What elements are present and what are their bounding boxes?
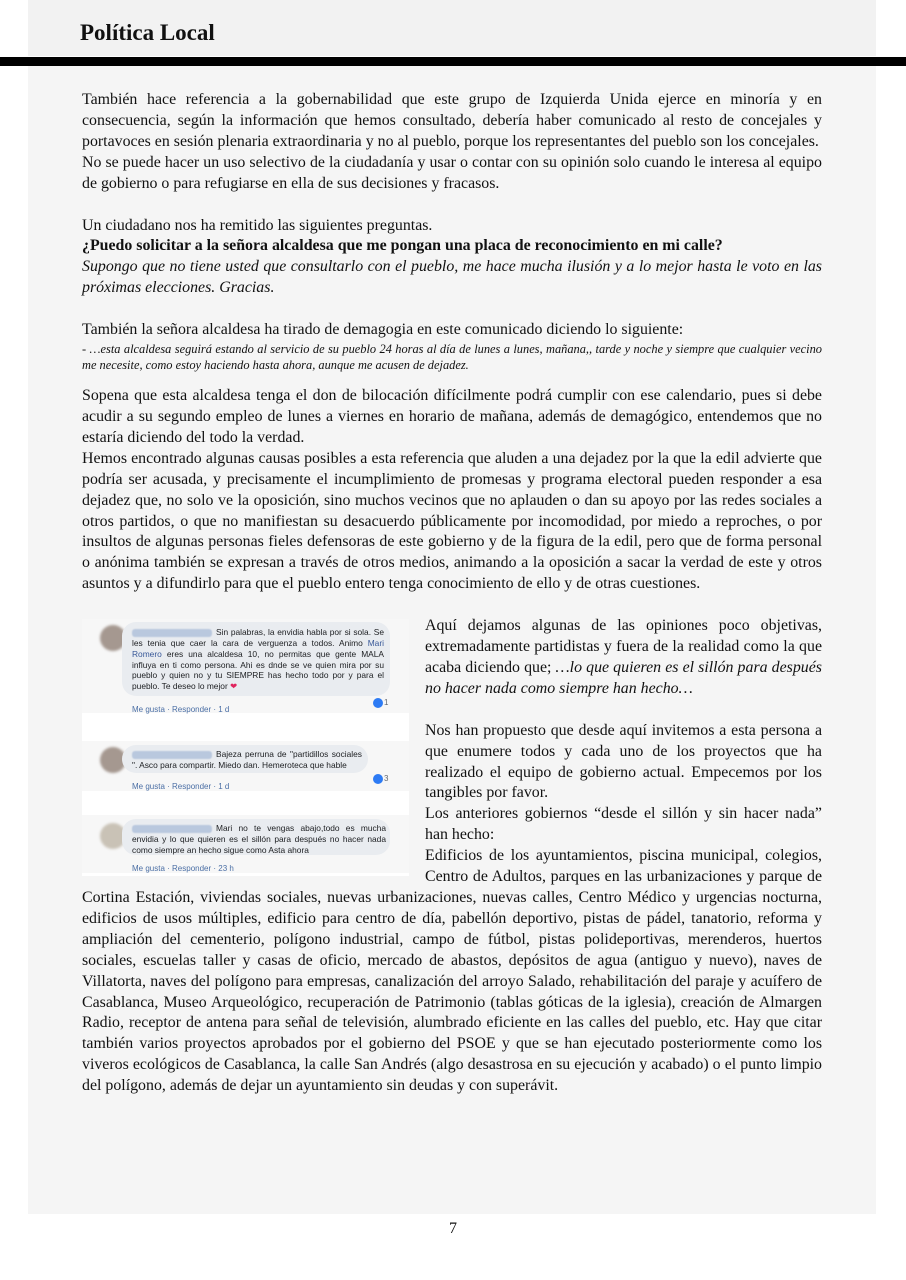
mayor-quote: - …esta alcaldesa seguirá estando al servicio de su pueblo 24 horas al día de lunes a lunes, mañana,, tarde y noche y siempre que cualquier vecino me necesite, como estoy haciendo hasta ahora, aunque me acusen de dejadez. [82, 342, 822, 373]
article-body [82, 90, 822, 1097]
comment-actions[interactable]: Me gusta · Responder · 23 h [132, 864, 234, 874]
header-rule [0, 57, 906, 66]
paragraph-selective-use: No se puede hacer un uso selectivo de la ciudadanía y usar o contar con su opinión solo cuando le interesa al equipo de gobierno o para refugiarse en ella de sus decisiones y fracasos. [82, 153, 822, 192]
comment-actions[interactable]: Me gusta · Responder · 1 d [132, 705, 230, 715]
comment-2 [82, 741, 409, 791]
paragraph-previous-governments: Los anteriores gobiernos “desde el sillón y sin hacer nada” han hecho: [425, 805, 822, 844]
paragraph-governability: También hace referencia a la gobernabilidad que este grupo de Izquierda Unida ejerce en minoría y en consecuencia, según la información que hemos consultado, debería haber comunicado al resto de concejales y portavoces en sesión plenaria extraordinaria y no al pueblo, porque los representantes del pueblo son los concejales. [82, 91, 822, 150]
heart-icon: ❤ [230, 681, 238, 692]
blurred-name [132, 629, 212, 637]
like-icon [373, 774, 383, 784]
comment-text: Sin palabras, la envidia habla por si sola. Se les tenia que caer la cara de verguenza a todos. Animo Mari Romero eres una alcaldesa 10, no permitas que gente MALA influya en ti como persona. Ahi es dnde se ve quien mira por su pueblo y quien no y tu SIEMPRE has hecho todo por y para el pueblo. Te deseo lo mejor ❤ [132, 627, 384, 692]
mention-link[interactable]: Mari Romero [132, 637, 384, 659]
page-title: Política Local [80, 20, 215, 45]
like-icon [373, 698, 383, 708]
comment-actions[interactable]: Me gusta · Responder · 1 d [132, 782, 230, 792]
paragraph-opinions: Aquí dejamos algunas de las opiniones poco objetivas, extremadamente partidistas y fuera de la realidad como la que acaba diciendo que; …lo que quieren es el sillón para después no hacer nada como siempre han hecho… [425, 617, 822, 697]
reaction-count: 1 [373, 693, 388, 714]
blurred-name [132, 751, 212, 759]
paragraph-bilocation: Sopena que esta alcaldesa tenga el don de bilocación difícilmente podrá cumplir con ese calendario, pues si debe acudir a su segundo empleo de lunes a viernes en horario de mañana, además de demagógico, entendemos que no estaría diciendo del todo la verdad. [82, 387, 822, 446]
blurred-name [132, 825, 212, 833]
reaction-count: 3 [373, 769, 388, 790]
comment-1 [82, 619, 409, 713]
paragraph-citizen-intro: Un ciudadano nos ha remitido las siguientes preguntas. [82, 216, 433, 234]
paragraph-causes: Hemos encontrado algunas causas posibles a esta referencia que aluden a una dejadez por la que la edil advierte que podría ser acusada, y precisamente el incumplimiento de promesas y programa electoral pueden responder a esa dejadez que, no solo ve la oposición, sino muchos vecinos que no aplauden o dan su apoyo por las redes sociales a otros partidos, o que no manifiestan su desacuerdo públicamente por incomodidad, por miedo a reproches, o por insultos de algunas personas fieles defensoras de este gobierno y de la figura de la edil, pero que de forma personal o anónima también se expresan a través de otros medios, animando a la oposición a sacar la verdad de este y otros asuntos y a difundirlo para que el pueblo entero tenga conocimiento de ello y de otras cuestiones. [82, 449, 822, 593]
citizen-question: ¿Puedo solicitar a la señora alcaldesa que me pongan una placa de reconocimiento en mi calle? [82, 237, 723, 255]
paragraph-projects-list: Edificios de los ayuntamientos, piscina municipal, colegios, Centro de Adultos, parques en las urbanizaciones y parque de Cortina Estación, viviendas sociales, nuevas urbanizaciones, nuevas calles, Centro Médico y urgencias nocturna, edificios de usos múltiples, edificio para centro de día, pabellón deportivo, pistas de pádel, tanatorio, reforma y ampliación del cementerio, polígono industrial, campo de fútbol, pistas polideportivas, merenderos, huertos sociales, escuelas taller y casas de oficio, mercado de abastos, depósitos de agua (antiguo y nuevo), naves de Villatorta, naves del polígono para empresas, canalización del arroyo Salado, rehabilitación del paraje y acuífero de Casablanca, Museo Arqueológico, recuperación de Patrimonio (tablas góticas de la iglesia), creación de Almargen Radio, receptor de antena para señal de televisión, alumbrado eficiente en las calles del pueblo, etc. Hay que citar también varios proyectos aprobados por el gobierno del PSOE y que se han ejecutado posteriormente como los viveros ecológicos de Casablanca, la calle San Andrés (algo desastrosa en su ejecución y acabado) o el punto limpio del polígono, además de dejar un ayuntamiento sin deudas y con superávit. [82, 847, 822, 1095]
paragraph-demagogy: También la señora alcaldesa ha tirado de demagogia en este comunicado diciendo lo siguiente: [82, 321, 684, 339]
citizen-remark: Supongo que no tiene usted que consultarlo con el pueblo, me hace mucha ilusión y a lo mejor hasta le voto en las próximas elecciones. Gracias. [82, 258, 822, 297]
comment-text: Mari no te vengas abajo,todo es mucha envidia y lo que quieren es el sillón para después no hacer nada como siempre an hecho sigue como Asta ahora [132, 823, 386, 855]
comment-text: Bajeza perruna de "partidillos sociales ". Asco para compartir. Miedo dan. Hemeroteca que hable [132, 749, 362, 770]
social-comments-screenshot [82, 619, 409, 876]
comment-3 [82, 815, 409, 873]
paragraph-invitation: Nos han propuesto que desde aquí invitemos a esta persona a que enumere todos y cada uno de los proyectos que ha realizado el equipo de gobierno actual. Empecemos por los tangibles por favor. [425, 721, 822, 802]
page-number: 7 [449, 1220, 457, 1237]
